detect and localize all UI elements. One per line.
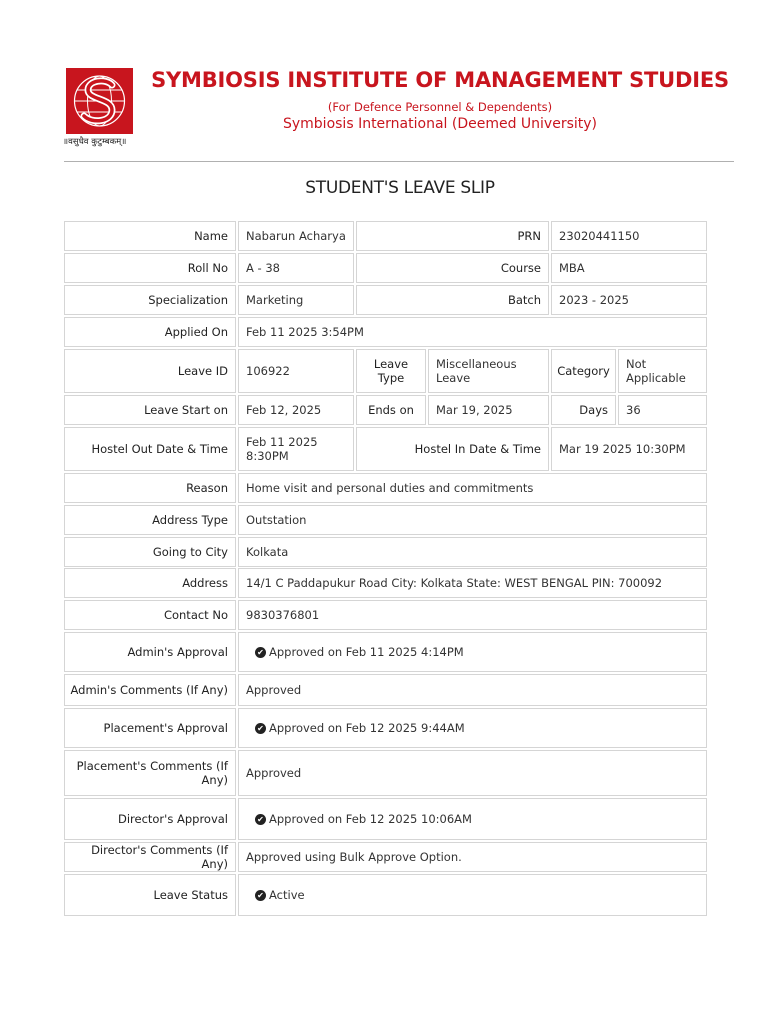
value-roll-no: A - 38 [238, 253, 354, 283]
label-name: Name [64, 221, 236, 251]
label-prn: PRN [356, 221, 549, 251]
label-leave-status: Leave Status [64, 874, 236, 916]
value-prn: 23020441150 [551, 221, 707, 251]
label-hostel-in: Hostel In Date & Time [356, 427, 549, 471]
value-name: Nabarun Acharya [238, 221, 354, 251]
check-circle-icon: ✔ [255, 814, 266, 825]
label-ends-on: Ends on [356, 395, 426, 425]
page-title: STUDENT'S LEAVE SLIP [305, 178, 495, 198]
label-course: Course [356, 253, 549, 283]
label-applied-on: Applied On [64, 317, 236, 347]
admin-approval-text: Approved on Feb 11 2025 4:14PM [269, 645, 464, 659]
label-contact-no: Contact No [64, 600, 236, 630]
check-circle-icon: ✔ [255, 723, 266, 734]
value-specialization: Marketing [238, 285, 354, 315]
label-address-type: Address Type [64, 505, 236, 535]
value-address: 14/1 C Paddapukur Road City: Kolkata State: WEST BENGAL PIN: 700092 [238, 568, 707, 598]
value-days: 36 [618, 395, 707, 425]
value-placement-approval [238, 708, 707, 748]
placement-approval-text: Approved on Feb 12 2025 9:44AM [269, 721, 465, 735]
value-placement-comments: Approved [238, 750, 707, 796]
value-admin-approval [238, 632, 707, 672]
value-leave-start: Feb 12, 2025 [238, 395, 354, 425]
value-director-approval [238, 798, 707, 840]
label-category: Category [551, 349, 616, 393]
value-director-comments: Approved using Bulk Approve Option. [238, 842, 707, 872]
label-batch: Batch [356, 285, 549, 315]
value-hostel-in: Mar 19 2025 10:30PM [551, 427, 707, 471]
check-circle-icon: ✔ [255, 890, 266, 901]
value-going-to-city: Kolkata [238, 537, 707, 567]
label-specialization: Specialization [64, 285, 236, 315]
value-applied-on: Feb 11 2025 3:54PM [238, 317, 707, 347]
value-contact-no: 9830376801 [238, 600, 707, 630]
label-director-comments: Director's Comments (If Any) [64, 842, 236, 872]
label-leave-type: Leave Type [356, 349, 426, 393]
label-address: Address [64, 568, 236, 598]
value-leave-status [238, 874, 707, 916]
value-address-type: Outstation [238, 505, 707, 535]
logo-motto: ॥वसुधैव कुटुम्बकम्॥ [63, 137, 127, 147]
value-course: MBA [551, 253, 707, 283]
globe-s-icon [66, 68, 133, 134]
label-placement-comments: Placement's Comments (If Any) [64, 750, 236, 796]
label-placement-approval: Placement's Approval [64, 708, 236, 748]
university-name: Symbiosis International (Deemed University) [282, 116, 598, 132]
value-category: Not Applicable [618, 349, 707, 393]
label-admin-comments: Admin's Comments (If Any) [64, 674, 236, 706]
value-ends-on: Mar 19, 2025 [428, 395, 549, 425]
label-roll-no: Roll No [64, 253, 236, 283]
value-leave-id: 106922 [238, 349, 354, 393]
director-approval-text: Approved on Feb 12 2025 10:06AM [269, 812, 472, 826]
value-batch: 2023 - 2025 [551, 285, 707, 315]
value-reason: Home visit and personal duties and commitments [238, 473, 707, 503]
label-reason: Reason [64, 473, 236, 503]
value-hostel-out: Feb 11 2025 8:30PM [238, 427, 354, 471]
check-circle-icon: ✔ [255, 647, 266, 658]
label-hostel-out: Hostel Out Date & Time [64, 427, 236, 471]
label-going-to-city: Going to City [64, 537, 236, 567]
label-days: Days [551, 395, 616, 425]
label-director-approval: Director's Approval [64, 798, 236, 840]
label-leave-id: Leave ID [64, 349, 236, 393]
institute-subtitle: (For Defence Personnel & Dependents) [327, 100, 553, 114]
institute-name: SYMBIOSIS INSTITUTE OF MANAGEMENT STUDIES [151, 68, 729, 92]
institute-logo [63, 65, 135, 145]
value-admin-comments: Approved [238, 674, 707, 706]
value-leave-type: Miscellaneous Leave [428, 349, 549, 393]
leave-status-text: Active [269, 888, 305, 902]
logo-emblem [66, 68, 133, 134]
label-admin-approval: Admin's Approval [64, 632, 236, 672]
label-leave-start: Leave Start on [64, 395, 236, 425]
header-divider [64, 161, 734, 162]
letterhead [0, 0, 768, 162]
